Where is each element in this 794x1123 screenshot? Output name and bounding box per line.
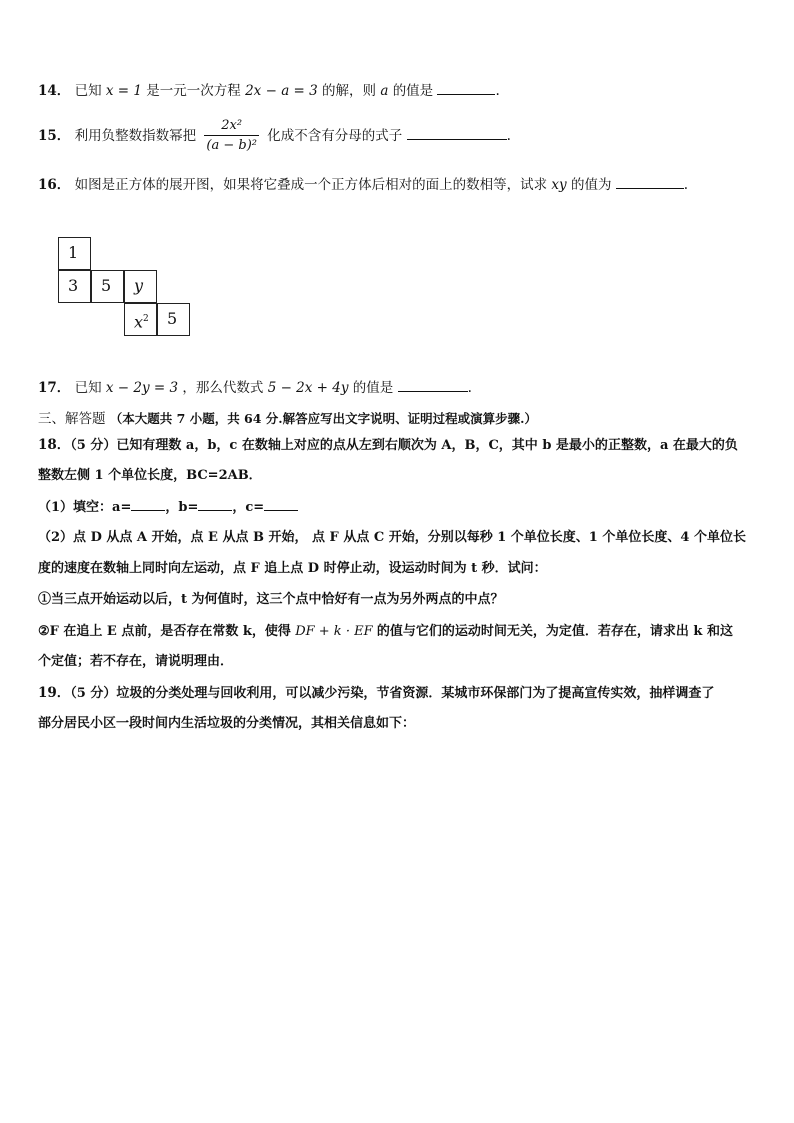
net-cell-5: 5 (91, 270, 124, 303)
answer-blank-b[interactable] (198, 509, 232, 511)
question-18-line-1 (38, 435, 756, 456)
q16-text: 的值为 (570, 177, 612, 193)
section-heading (38, 409, 756, 429)
q19-text: （5 分）垃圾的分类处理与回收利用，可以减少污染，节省资源．某城市环保部门为了提高宣传实效，抽样调查了 (70, 686, 715, 701)
answer-blank[interactable] (407, 138, 507, 140)
question-number: 18． (38, 437, 71, 453)
question-number: 16． (38, 177, 71, 193)
q18-sub2-text: 的值与它们的运动时间无关，为定值．若存在，请求出 k 和这 (376, 624, 733, 639)
net-cell-3: 3 (58, 270, 91, 303)
question-19-line-2: 部分居民小区一段时间内生活垃圾的分类情况，其相关信息如下： (38, 716, 416, 731)
question-17 (38, 378, 756, 398)
answer-blank[interactable] (437, 93, 495, 95)
answer-blank[interactable] (398, 390, 468, 392)
q18-sub2-expression: DF + k · EF (295, 624, 373, 639)
q14-math-x: x = 1 (105, 83, 142, 99)
q17-text: 的值是 (352, 380, 394, 396)
q14-text: 已知 (74, 83, 102, 99)
q14-equation: 2x − a = 3 (245, 83, 318, 99)
q16-math-y: y (559, 177, 567, 193)
period: . (495, 83, 500, 99)
question-number: 17． (38, 380, 71, 396)
q18-part1-label: （1）填空：a= (38, 500, 132, 515)
q16-math-x: x (551, 177, 560, 193)
q18-text: （5 分）已知有理数 a，b，c 在数轴上对应的点从左到右顺次为 A，B，C，其中 b 是最小的正整数，a 在最大的负 (70, 438, 738, 453)
fraction-denominator: (a − b)² (204, 135, 259, 156)
question-18-sub-2-line-2: 个定值；若不存在，请说明理由． (38, 654, 234, 669)
fraction-numerator: 2x² (221, 118, 243, 133)
answer-blank[interactable] (616, 187, 684, 189)
fraction (204, 117, 259, 156)
period: . (683, 177, 689, 193)
q16-text: 如图是正方体的展开图，如果将它叠成一个正方体后相对的面上的数相等，试求 (74, 177, 548, 193)
net-cell-x: x (134, 312, 144, 332)
net-cell-1: 1 (58, 237, 91, 270)
q17-text: 已知 (74, 380, 102, 396)
answer-blank-c[interactable] (264, 509, 298, 511)
question-19-line-1 (38, 683, 756, 704)
q15-text: 化成不含有分母的式子 (267, 128, 403, 144)
question-18-sub-1: ①当三点开始运动以后，t 为何值时，这三个点中恰好有一点为另外两点的中点？ (38, 592, 504, 607)
q18-part1-c: ，c= (232, 500, 265, 515)
question-18-line-2: 整数左侧 1 个单位长度，BC=2AB． (38, 468, 262, 483)
q18-part1-b: ，b= (165, 500, 199, 515)
period: . (506, 128, 511, 144)
question-18-part-1 (38, 497, 756, 518)
q18-sub2-text: ②F 在追上 E 点前，是否存在常数 k，使得 (38, 624, 291, 639)
q15-text: 利用负整数指数幂把 (74, 128, 197, 144)
question-18-part-2-line-1: （2）点 D 从点 A 开始，点 E 从点 B 开始， 点 F 从点 C 开始，分别以每秒 1 个单位长度、1 个单位长度、4 个单位长 (38, 530, 746, 545)
section-note: （本大题共 7 小题，共 64 分.解答应写出文字说明、证明过程或演算步骤.） (109, 411, 538, 426)
question-number: 15． (38, 128, 71, 144)
q17-equation: x − 2y = 3 (105, 380, 179, 396)
question-18-part-2-line-2: 度的速度在数轴上同时向左运动，点 F 追上点 D 时停止动，设运动时间为 t 秒．试问： (38, 561, 547, 576)
question-number: 19． (38, 685, 71, 701)
question-14 (38, 81, 756, 101)
question-16 (38, 175, 756, 195)
section-title: 三、解答题 (38, 411, 106, 427)
question-18-sub-2 (38, 621, 756, 642)
net-cell-y: y (124, 270, 157, 303)
answer-blank-a[interactable] (131, 509, 165, 511)
net-cell-x-squared (124, 303, 157, 336)
q14-text: 的解，则 (322, 83, 377, 99)
question-number: 14． (38, 83, 71, 99)
net-cell-5b: 5 (157, 303, 190, 336)
net-cell-exponent: 2 (143, 314, 149, 324)
period: . (467, 380, 472, 396)
q17-text: ，那么代数式 (182, 380, 264, 396)
question-15 (38, 112, 756, 162)
q14-text: 的值是 (392, 83, 434, 99)
q17-expression: 5 − 2x + 4y (267, 380, 349, 396)
q14-text: 是一元一次方程 (146, 83, 241, 99)
q14-math-a: a (380, 83, 389, 99)
